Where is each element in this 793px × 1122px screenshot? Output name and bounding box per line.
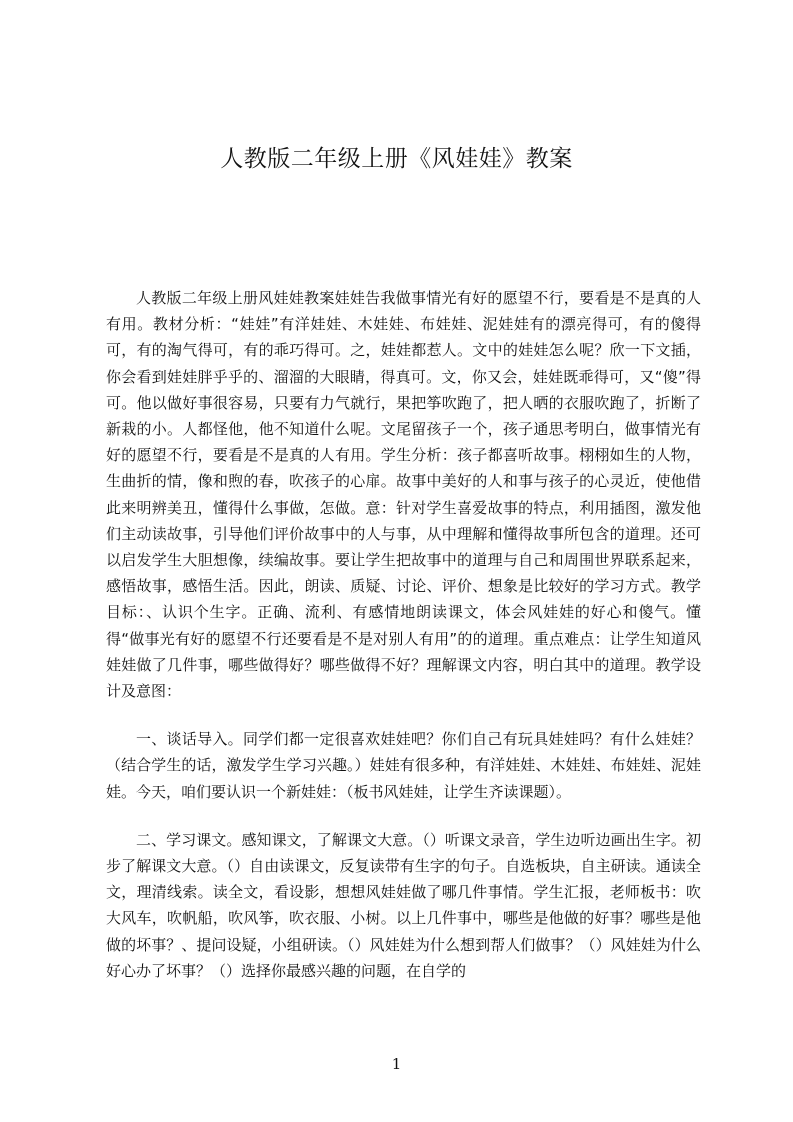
paragraph-section-one: 一、谈话导入。同学们都一定很喜欢娃娃吧？你们自己有玩具娃娃吗？有什么娃娃？（结合学生的话，激发学生学习兴趣。）娃娃有很多种，有洋娃娃、木娃娃、布娃娃、泥娃娃。今天，咱们要认识一个新娃娃：（板书风娃娃，让学生齐读课题）。 xyxy=(106,730,701,801)
page-title: 人教版二年级上册《风娃娃》教案 xyxy=(220,146,573,172)
paragraph-intro: 人教版二年级上册风娃娃教案娃娃告我做事情光有好的愿望不行，要看是不是真的人有用。教材分析：“娃娃”有洋娃娃、木娃娃、布娃娃、泥娃娃有的漂亮得可，有的傻得可，有的淘气得可，有的乖巧得可。之，娃娃都惹人。文中的娃娃怎么呢？欣一下文插，你会看到娃娃胖乎乎的、溜溜的大眼睛，得真可。文，你又会，娃娃既乖得可，又“傻”得可。他以做好事很容易，只要有力气就行，果把筝吹跑了，把人晒的衣服吹跑了，折断了新栽的小。人都怪他，他不知道什么呢。文尾留孩子一个，孩子通思考明白，做事情光有好的愿望不行，要看是不是真的人有用。学生分析：孩子都喜听故事。栩栩如生的人物，生曲折的情，像和煦的春，吹孩子的心扉。故事中美好的人和事与孩子的心灵近，使他借此来明辨美丑，懂得什么事做，怎做。意：针对学生喜爱故事的特点，利用插图，激发他们主动读故事，引导他们评价故事中的人与事，从中理解和懂得故事所包含的道理。还可以启发学生大胆想像，续编故事。要让学生把故事中的道理与自己和周围世界联系起来，感悟故事，感悟生活。因此，朗读、质疑、讨论、评价、想象是比较好的学习方式。教学目标：、认识个生字。正确、流利、有感情地朗读课文，体会风娃娃的好心和傻气。懂得“做事光有好的愿望不行还要看是不是对别人有用”的的道理。重点难点：让学生知道风娃娃做了几件事，哪些做得好？哪些做得不好？理解课文内容，明白其中的道理。教学设计及意图： xyxy=(106,289,701,701)
paragraph-section-two: 二、学习课文。感知课文，了解课文大意。（）听课文录音，学生边听边画出生字。初步了解课文大意。（）自由读课文，反复读带有生字的句子。自选板块，自主研读。通读全文，理清线索。读全文，看设影，想想风娃娃做了哪几件事情。学生汇报，老师板书：吹大风车，吹帆船，吹风筝，吹衣服、小树。以上几件事中，哪些是他做的好事？哪些是他做的坏事？、提问设疑，小组研读。（）风娃娃为什么想到帮人们做事？（）风娃娃为什么好心办了坏事？（）选择你最感兴趣的问题，在自学的 xyxy=(106,830,701,980)
page-number: 1 xyxy=(391,1055,402,1073)
document-body xyxy=(106,285,701,984)
